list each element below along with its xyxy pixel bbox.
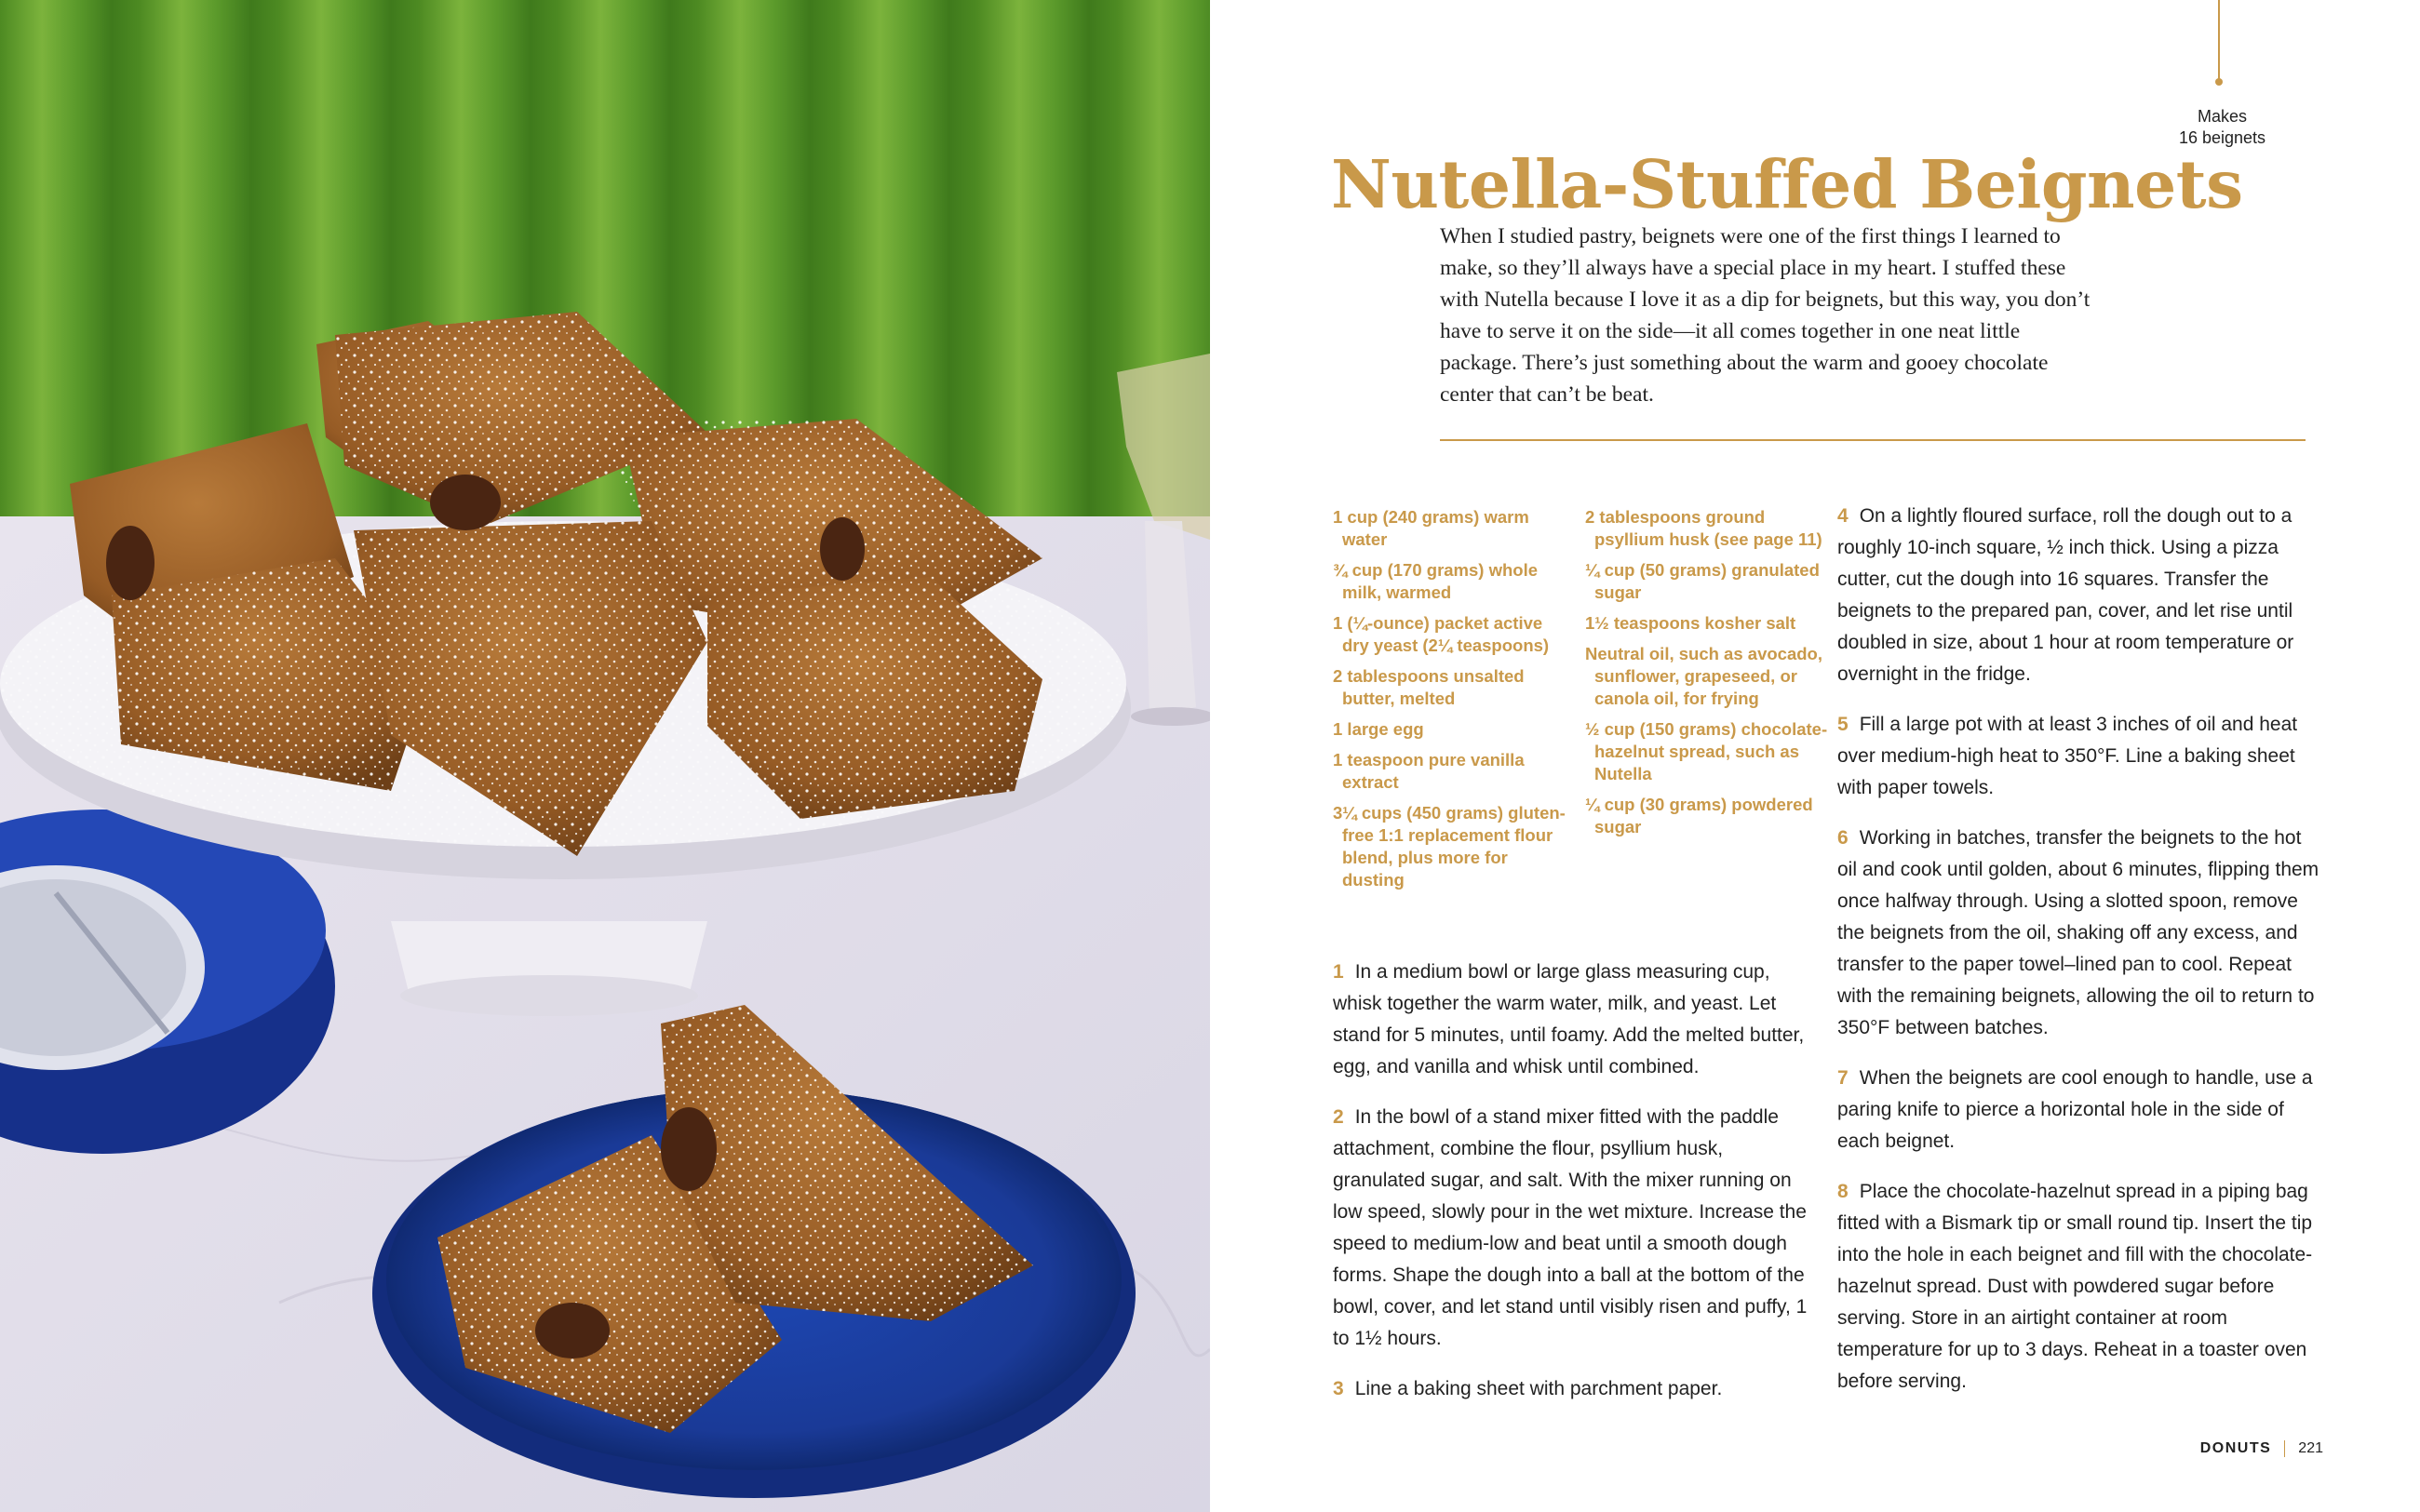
ingredients-column-1 — [1333, 506, 1570, 900]
step-text: Place the chocolate-hazelnut spread in a piping bag fitted with a Bismark tip or small round tip. Insert the tip into the hole in each beignet and fill with the chocolate-hazelnut spread. Dust with powdered sugar before serving. Store in an airtight container at room temperature for up to 3 days. Reheat in a toaster oven before serving. — [1837, 1181, 2313, 1392]
step-number: 2 — [1333, 1106, 1344, 1128]
ingredient-item: 1 large egg — [1333, 719, 1424, 739]
ingredient-item: 3¼ cups (450 grams) gluten-free 1:1 replacement flour blend, plus more for dusting — [1333, 803, 1566, 890]
ingredients-column-2 — [1585, 506, 1836, 847]
page-footer — [2200, 1440, 2323, 1457]
step-text: Fill a large pot with at least 3 inches of oil and heat over medium-high heat to 350°F. Line a baking sheet with paper towels. — [1837, 714, 2298, 798]
step-item — [1333, 1373, 1817, 1405]
ingredient-item: ¼ cup (30 grams) powdered sugar — [1585, 795, 1813, 836]
step-text: In a medium bowl or large glass measuring cup, whisk together the warm water, milk, and yeast. Let stand for 5 minutes, until foamy. Add the melted butter, egg, and vanilla and whisk until combined. — [1333, 961, 1805, 1077]
yield-label: Makes — [2197, 107, 2247, 126]
yield-value: 16 beignets — [2178, 128, 2266, 147]
step-text: On a lightly floured surface, roll the dough out to a roughly 10-inch square, ½ inch thick. Using a pizza cutter, cut the dough into 16 squares. Transfer the beignets to the prepared pan, cover, and let rise until doubled in size, about 1 hour at room temperature or overnight in the fridge. — [1837, 505, 2294, 685]
ingredient-item: Neutral oil, such as avocado, sunflower, grapeseed, or canola oil, for frying — [1585, 644, 1822, 708]
page-number: 221 — [2298, 1440, 2323, 1456]
step-number: 7 — [1837, 1067, 1849, 1089]
ingredient-item: ½ cup (150 grams) chocolate-hazelnut spread, such as Nutella — [1585, 719, 1828, 783]
decorative-dot — [2215, 78, 2223, 86]
step-item — [1837, 823, 2319, 1044]
step-number: 1 — [1333, 961, 1344, 983]
yield-info — [2141, 106, 2304, 149]
step-text: Working in batches, transfer the beignets to the hot oil and cook until golden, about 6 minutes, flipping them once halfway through. Using a slotted spoon, remove the beignets from the oil, shaking off any excess, and transfer to the paper towel–lined pan to cool. Repeat with the remaining beignets, allowing the oil to return to 350°F between batches. — [1837, 827, 2319, 1038]
step-number: 5 — [1837, 714, 1849, 735]
step-number: 4 — [1837, 505, 1849, 527]
step-text: Line a baking sheet with parchment paper. — [1354, 1378, 1723, 1399]
step-item — [1333, 957, 1817, 1083]
step-item — [1837, 709, 2319, 804]
steps-column-right — [1837, 501, 2319, 1416]
recipe-intro: When I studied pastry, beignets were one of the first things I learned to make, so they’ll always have a special place in my heart. I stuffed these with Nutella because I love it as a dip for beignets, but this way, you don’t have to serve it on the side—it all comes together in one neat little package. There’s just something about the warm and gooey chocolate center that can’t be beat. — [1440, 224, 2091, 407]
ingredient-item: 2 tablespoons ground psyllium husk (see page 11) — [1585, 507, 1822, 549]
recipe-title: Nutella-Stuffed Beignets — [1331, 144, 2243, 223]
steps-column-left — [1333, 957, 1817, 1424]
decorative-rule — [2218, 0, 2220, 81]
section-name: DONUTS — [2199, 1440, 2272, 1456]
step-text: In the bowl of a stand mixer fitted with the paddle attachment, combine the flour, psyllium husk, granulated sugar, and salt. With the mixer running on low speed, slowly pour in the wet mixture. Increase the speed to medium-low and beat until a smooth dough forms. Shape the dough into a ball at the bottom of the bowl, cover, and let stand until visibly risen and puffy, 1 to 1½ hours. — [1333, 1106, 1808, 1349]
ingredient-item: ¾ cup (170 grams) whole milk, warmed — [1333, 560, 1539, 602]
step-number: 3 — [1333, 1378, 1344, 1399]
step-number: 8 — [1837, 1181, 1849, 1202]
recipe-page — [1210, 0, 2420, 1512]
ingredient-item: 2 tablespoons unsalted butter, melted — [1333, 666, 1525, 708]
step-text: When the beignets are cool enough to handle, use a paring knife to pierce a horizontal hole in the side of each beignet. — [1837, 1067, 2313, 1152]
ingredient-item: 1 (¼-ounce) packet active dry yeast (2¼ teaspoons) — [1333, 613, 1550, 655]
step-item — [1837, 1176, 2319, 1398]
ingredient-item: ¼ cup (50 grams) granulated sugar — [1585, 560, 1820, 602]
ingredient-item: 1½ teaspoons kosher salt — [1585, 613, 1796, 633]
step-item — [1837, 1063, 2319, 1157]
step-item — [1837, 501, 2319, 690]
footer-separator — [2284, 1440, 2285, 1457]
ingredient-item: 1 cup (240 grams) warm water — [1333, 507, 1529, 549]
divider — [1440, 439, 2306, 441]
ingredient-item: 1 teaspoon pure vanilla extract — [1333, 750, 1525, 792]
step-number: 6 — [1837, 827, 1849, 849]
step-item — [1333, 1102, 1817, 1355]
